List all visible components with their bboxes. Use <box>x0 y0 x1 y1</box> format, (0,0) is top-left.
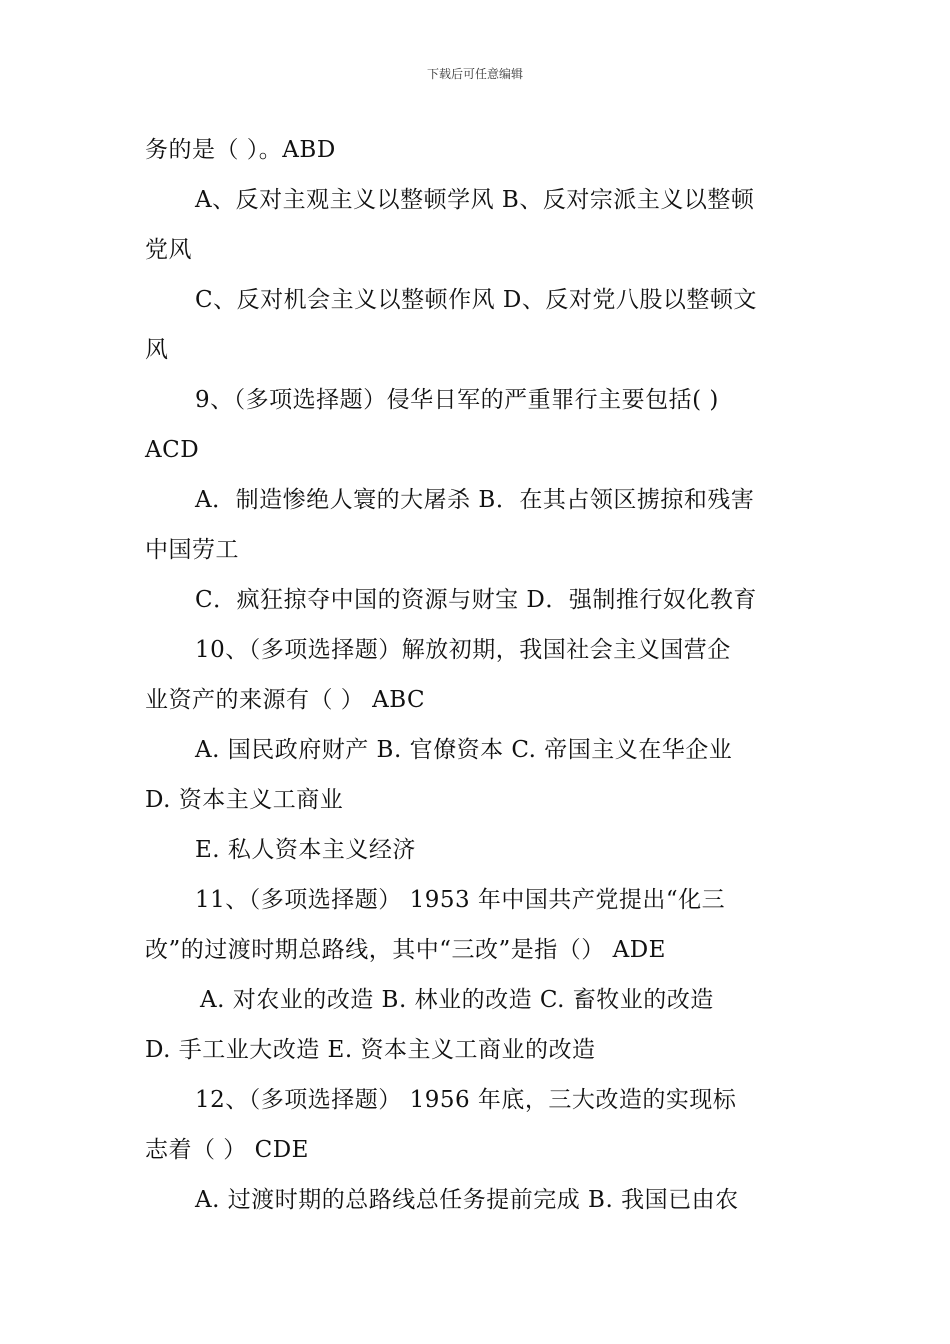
question-11-options-de: D. 手工业大改造 E. 资本主义工商业的改造 <box>145 1037 596 1063</box>
question-10-option-d: D. 资本主义工商业 <box>145 787 344 813</box>
question-10-stem-cont: 业资产的来源有（ ） ABC <box>145 687 426 713</box>
question-8-options-cd: C、反对机会主义以整顿作风 D、反对党八股以整顿文 <box>195 287 757 313</box>
question-11-stem: 11、（多项选择题） 1953 年中国共产党提出“化三 <box>195 887 726 913</box>
question-9-options-cd: C．疯狂掠夺中国的资源与财宝 D．强制推行奴化教育 <box>195 587 757 613</box>
question-12-stem-cont: 志着（ ） CDE <box>145 1137 309 1163</box>
question-8-options-ab: A、反对主观主义以整顿学风 B、反对宗派主义以整顿 <box>195 187 755 213</box>
question-9-options-ab: A．制造惨绝人寰的大屠杀 B．在其占领区掳掠和残害 <box>195 487 755 513</box>
question-8-options-ab-cont: 党风 <box>145 237 192 263</box>
question-10-stem: 10、（多项选择题）解放初期，我国社会主义国营企 <box>195 637 731 663</box>
question-11-options-abc: A. 对农业的改造 B. 林业的改造 C. 畜牧业的改造 <box>200 987 714 1013</box>
document-body <box>145 125 807 1225</box>
question-12-stem: 12、（多项选择题） 1956 年底，三大改造的实现标 <box>195 1087 737 1113</box>
question-11-stem-cont: 改”的过渡时期总路线，其中“三改”是指（） ADE <box>145 937 666 963</box>
question-9-answer: ACD <box>145 437 200 463</box>
question-9-stem: 9、（多项选择题）侵华日军的严重罪行主要包括( ) <box>195 387 719 413</box>
question-8-options-cd-cont: 风 <box>145 337 169 363</box>
question-12-options-ab: A. 过渡时期的总路线总任务提前完成 B. 我国已由农 <box>195 1187 739 1213</box>
question-10-option-e: E. 私人资本主义经济 <box>195 837 416 863</box>
page-header: 下载后可任意编辑 <box>426 67 523 81</box>
question-10-options-abc: A. 国民政府财产 B. 官僚资本 C. 帝国主义在华企业 <box>195 737 733 763</box>
question-8-stem-end: 务的是（ ）。ABD <box>145 137 336 163</box>
question-9-options-ab-cont: 中国劳工 <box>145 537 239 563</box>
